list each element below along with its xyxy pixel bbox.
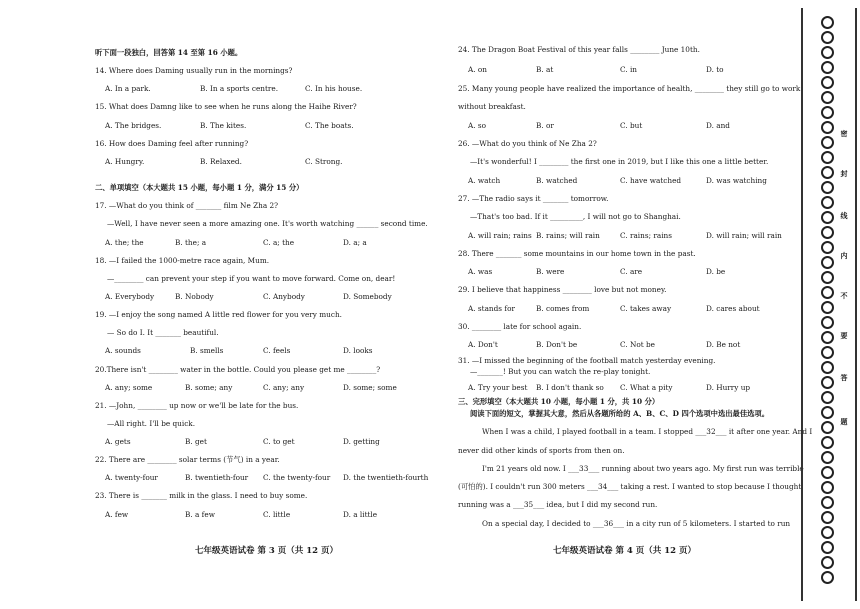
q20-option-b: B. some; any bbox=[185, 383, 233, 392]
q24-option-d: D. to bbox=[706, 65, 724, 74]
q17-option-b: B. the; a bbox=[175, 238, 207, 247]
binding-hole-ring bbox=[821, 151, 834, 164]
q27-option-b: B. rains; will rain bbox=[536, 231, 600, 240]
q15-option-c: C. The boats. bbox=[305, 121, 354, 130]
q14-option-a: A. In a park. bbox=[105, 84, 151, 93]
q16-option-b: B. Relaxed. bbox=[200, 157, 242, 166]
binding-hole-ring bbox=[821, 31, 834, 44]
binding-hole-ring bbox=[821, 391, 834, 404]
q29-option-a: A. stands for bbox=[468, 304, 515, 313]
binding-hole-ring bbox=[821, 451, 834, 464]
q28-option-a: A. was bbox=[468, 267, 493, 276]
q15-stem: 15. What does Damng like to see when he runs along the Haihe River? bbox=[95, 102, 357, 111]
section-3-heading: 三、完形填空（本大题共 10 小题，每小题 1 分，共 10 分） bbox=[458, 397, 660, 406]
binding-hole-ring bbox=[821, 541, 834, 554]
binding-hole-ring bbox=[821, 91, 834, 104]
q18-option-d: D. Somebody bbox=[343, 292, 392, 301]
q14-option-b: B. In a sports centre. bbox=[200, 84, 279, 93]
binding-hole-ring bbox=[821, 496, 834, 509]
q30-option-a: A. Don't bbox=[468, 340, 498, 349]
q27-option-d: D. will rain; will rain bbox=[706, 231, 782, 240]
passage-line: running was a ___35___ idea, but I did my second run. bbox=[458, 500, 658, 509]
q26-option-a: A. watch bbox=[468, 176, 501, 185]
q18-stem-2: —________ can prevent your step if you want to move forward. Come on, dear! bbox=[107, 274, 396, 283]
binding-hole-ring bbox=[821, 466, 834, 479]
q22-option-a: A. twenty-four bbox=[105, 473, 158, 482]
binding-hole-ring bbox=[821, 301, 834, 314]
binding-hole-ring bbox=[821, 556, 834, 569]
q23-option-b: B. a few bbox=[185, 510, 215, 519]
binding-hole-ring bbox=[821, 166, 834, 179]
q21-stem-2: —All right. I'll be quick. bbox=[107, 419, 196, 428]
binding-hole-ring bbox=[821, 421, 834, 434]
q19-option-a: A. sounds bbox=[105, 346, 141, 355]
q21-option-a: A. gets bbox=[105, 437, 131, 446]
binding-hole-ring bbox=[821, 241, 834, 254]
q22-option-c: C. the twenty-four bbox=[263, 473, 331, 482]
q20-option-a: A. any; some bbox=[105, 383, 153, 392]
left-page bbox=[95, 0, 435, 609]
binding-hole-ring bbox=[821, 406, 834, 419]
q14-option-c: C. In his house. bbox=[305, 84, 363, 93]
q19-stem: 19. —I enjoy the song named A little red flower for you very much. bbox=[95, 310, 342, 319]
binding-hole-ring bbox=[821, 196, 834, 209]
q26-stem: 26. —What do you think of Ne Zha 2? bbox=[458, 139, 597, 148]
q16-stem: 16. How does Daming feel after running? bbox=[95, 139, 249, 148]
binding-hole-ring bbox=[821, 16, 834, 29]
seal-label: 内 bbox=[840, 252, 849, 259]
q25-stem-2: without breakfast. bbox=[458, 102, 526, 111]
q31-option-b: B. I don't thank so bbox=[536, 383, 604, 392]
q25-option-d: D. and bbox=[706, 121, 730, 130]
binding-hole-ring bbox=[821, 181, 834, 194]
passage-line: On a special day, I decided to ___36___ in a city run of 5 kilometers. I started to run bbox=[482, 519, 791, 528]
q19-option-b: B. smells bbox=[190, 346, 224, 355]
q30-option-b: B. Don't be bbox=[536, 340, 578, 349]
binding-hole-ring bbox=[821, 376, 834, 389]
seal-label: 密 bbox=[840, 130, 849, 137]
page-3-footer: 七年级英语试卷 第 3 页（共 12 页） bbox=[195, 546, 339, 556]
q22-option-b: B. twentieth-four bbox=[185, 473, 249, 482]
right-page bbox=[458, 0, 813, 609]
page-4-footer: 七年级英语试卷 第 4 页（共 12 页） bbox=[553, 546, 697, 556]
q27-option-a: A. will rain; rains bbox=[468, 231, 532, 240]
q16-option-a: A. Hungry. bbox=[105, 157, 145, 166]
binding-hole-ring bbox=[821, 436, 834, 449]
q20-option-d: D. some; some bbox=[343, 383, 397, 392]
binding-hole-ring bbox=[821, 346, 834, 359]
q31-option-c: C. What a pity bbox=[620, 383, 673, 392]
q18-option-a: A. Everybody bbox=[105, 292, 155, 301]
q23-stem: 23. There is _______ milk in the glass. I need to buy some. bbox=[95, 491, 308, 500]
q31-stem: 31. —I missed the beginning of the football match yesterday evening. bbox=[458, 356, 716, 365]
q30-stem: 30. ________ late for school again. bbox=[458, 322, 582, 331]
seal-label: 线 bbox=[840, 212, 849, 219]
q21-option-b: B. get bbox=[185, 437, 207, 446]
q22-stem: 22. There are ________ solar terms (节气) in a year. bbox=[95, 455, 280, 464]
q17-option-d: D. a; a bbox=[343, 238, 367, 247]
binding-hole-ring bbox=[821, 211, 834, 224]
q30-option-c: C. Not be bbox=[620, 340, 655, 349]
binding-hole-ring bbox=[821, 481, 834, 494]
q21-stem: 21. —John, ________ up now or we'll be late for the bus. bbox=[95, 401, 299, 410]
q27-stem-2: —That's too bad. If it _________, I will not go to Shanghai. bbox=[470, 212, 681, 221]
section-3-instruction: 阅读下面的短文，掌握其大意，然后从各题所给的 A、B、C、D 四个选项中选出最佳选项。 bbox=[470, 409, 770, 418]
q29-stem: 29. I believe that happiness ________ love but not money. bbox=[458, 285, 667, 294]
q29-option-c: C. takes away bbox=[620, 304, 672, 313]
q28-option-b: B. were bbox=[536, 267, 565, 276]
q23-option-c: C. little bbox=[263, 510, 291, 519]
binding-hole-ring bbox=[821, 271, 834, 284]
q19-stem-2: — So do I. It _______ beautiful. bbox=[107, 328, 219, 337]
q15-option-a: A. The bridges. bbox=[105, 121, 162, 130]
seal-label: 要 bbox=[840, 332, 849, 339]
q15-option-b: B. The kites. bbox=[200, 121, 247, 130]
binding-hole-ring bbox=[821, 256, 834, 269]
q25-stem: 25. Many young people have realized the importance of health, ________ they still go to work bbox=[458, 84, 801, 93]
q25-option-b: B. or bbox=[536, 121, 554, 130]
q17-stem: 17. —What do you think of _______ film Ne Zha 2? bbox=[95, 201, 279, 210]
q18-option-c: C. Anybody bbox=[263, 292, 305, 301]
q26-option-c: C. have watched bbox=[620, 176, 682, 185]
seal-label: 题 bbox=[840, 418, 849, 425]
q25-option-c: C. but bbox=[620, 121, 643, 130]
binding-hole-ring bbox=[821, 121, 834, 134]
section-2-heading: 二、单项填空（本大题共 15 小题，每小题 1 分，满分 15 分） bbox=[95, 183, 304, 192]
q28-option-d: D. be bbox=[706, 267, 726, 276]
seal-label: 封 bbox=[840, 170, 849, 177]
q26-option-b: B. watched bbox=[536, 176, 578, 185]
q20-option-c: C. any; any bbox=[263, 383, 305, 392]
q23-option-d: D. a little bbox=[343, 510, 378, 519]
q23-option-a: A. few bbox=[105, 510, 129, 519]
q31-option-a: A. Try your best bbox=[468, 383, 528, 392]
binding-hole-ring bbox=[821, 136, 834, 149]
q14-stem: 14. Where does Daming usually run in the mornings? bbox=[95, 66, 293, 75]
q25-option-a: A. so bbox=[468, 121, 487, 130]
seal-label: 答 bbox=[840, 374, 849, 381]
q31-stem-2: —_______! But you can watch the re-play tonight. bbox=[470, 367, 651, 376]
q27-stem: 27. —The radio says it _______ tomorrow. bbox=[458, 194, 609, 203]
q18-stem: 18. —I failed the 1000-metre race again, Mum. bbox=[95, 256, 270, 265]
binding-hole-ring bbox=[821, 526, 834, 539]
binding-hole-ring bbox=[821, 571, 834, 584]
q29-option-d: D. cares about bbox=[706, 304, 760, 313]
q28-option-c: C. are bbox=[620, 267, 643, 276]
binding-hole-ring bbox=[821, 76, 834, 89]
seal-label: 不 bbox=[840, 292, 849, 299]
passage-line: (可怕的). I couldn't run 300 meters ___34___ taking a rest. I wanted to stop because I thought bbox=[458, 482, 802, 491]
q17-stem-2: —Well, I have never seen a more amazing one. It's worth watching ______ second time. bbox=[107, 219, 428, 228]
binding-line bbox=[855, 8, 857, 601]
binding-hole-ring bbox=[821, 46, 834, 59]
q20-stem: 20.There isn't ________ water in the bottle. Could you please get me ________? bbox=[95, 365, 381, 374]
q24-option-b: B. at bbox=[536, 65, 554, 74]
binding-hole-ring bbox=[821, 316, 834, 329]
q24-stem: 24. The Dragon Boat Festival of this year falls ________ June 10th. bbox=[458, 45, 700, 54]
q19-option-d: D. looks bbox=[343, 346, 373, 355]
q21-option-d: D. getting bbox=[343, 437, 380, 446]
q21-option-c: C. to get bbox=[263, 437, 295, 446]
q29-option-b: B. comes from bbox=[536, 304, 590, 313]
binding-hole-ring bbox=[821, 61, 834, 74]
q26-option-d: D. was watching bbox=[706, 176, 767, 185]
binding-hole-ring bbox=[821, 226, 834, 239]
q27-option-c: C. rains; rains bbox=[620, 231, 672, 240]
q17-option-c: C. a; the bbox=[263, 238, 295, 247]
binding-line bbox=[801, 8, 803, 601]
binding-margin bbox=[795, 0, 860, 609]
q24-option-a: A. on bbox=[468, 65, 488, 74]
q19-option-c: C. feels bbox=[263, 346, 291, 355]
q31-option-d: D. Hurry up bbox=[706, 383, 751, 392]
binding-hole-ring bbox=[821, 361, 834, 374]
q18-option-b: B. Nobody bbox=[175, 292, 214, 301]
binding-hole-ring bbox=[821, 331, 834, 344]
listening-instruction: 听下面一段独白，回答第 14 至第 16 小题。 bbox=[95, 48, 243, 57]
q17-option-a: A. the; the bbox=[105, 238, 144, 247]
binding-hole-ring bbox=[821, 286, 834, 299]
passage-line: never did other kinds of sports from then on. bbox=[458, 446, 625, 455]
q16-option-c: C. Strong. bbox=[305, 157, 343, 166]
passage-line: When I was a child, I played football in a team. I stopped ___32___ it after one year. And I bbox=[482, 427, 813, 436]
binding-hole-ring bbox=[821, 106, 834, 119]
passage-line: I'm 21 years old now. I ___33___ running about two years ago. My first run was terrible bbox=[482, 464, 804, 473]
q22-option-d: D. the twentieth-fourth bbox=[343, 473, 429, 482]
q30-option-d: D. Be not bbox=[706, 340, 741, 349]
q28-stem: 28. There _______ some mountains in our home town in the past. bbox=[458, 249, 696, 258]
q26-stem-2: —It's wonderful! I ________ the first one in 2019, but I like this one a little better. bbox=[470, 157, 769, 166]
q24-option-c: C. in bbox=[620, 65, 637, 74]
binding-hole-ring bbox=[821, 511, 834, 524]
